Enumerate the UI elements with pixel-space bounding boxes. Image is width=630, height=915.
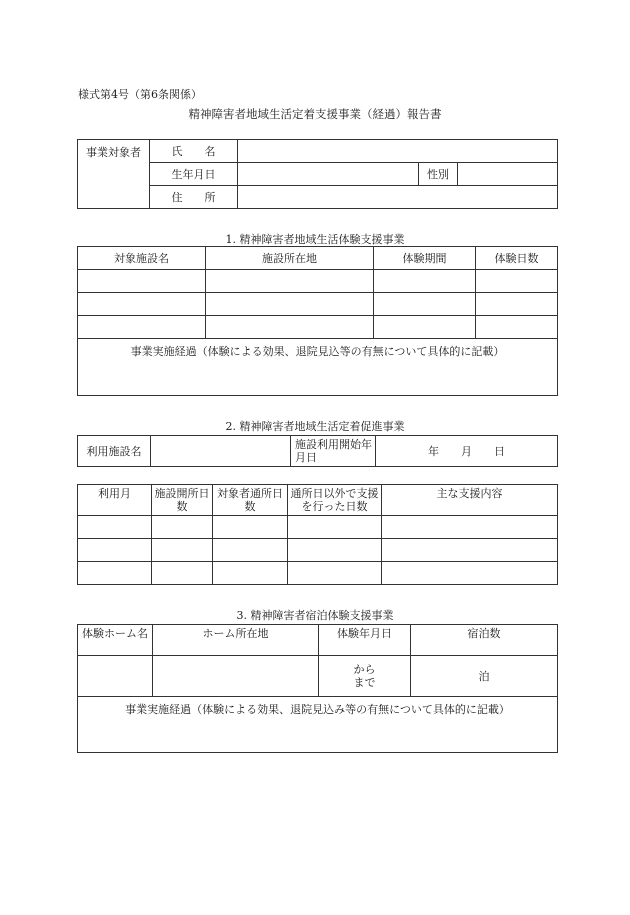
- cell[interactable]: [78, 516, 152, 539]
- page-title: 精神障害者地域生活定着支援事業（経過）報告書: [188, 107, 442, 121]
- table-row: [78, 516, 558, 539]
- section3-note[interactable]: 事業実施経過（体験による効果、退院見込み等の有無について具体的に記載）: [78, 697, 558, 753]
- table-row: [78, 539, 558, 562]
- col-support-content: 主な支援内容: [382, 485, 558, 516]
- section3-table: [77, 624, 558, 753]
- stay-date-field[interactable]: [319, 656, 411, 697]
- facility-label: 利用施設名: [78, 436, 151, 467]
- table-row: [78, 293, 558, 316]
- col-period: 体験期間: [374, 247, 476, 270]
- cell[interactable]: [382, 516, 558, 539]
- start-date-field[interactable]: 年 月 日: [376, 436, 558, 467]
- col-home-name: 体験ホーム名: [78, 625, 153, 656]
- cell[interactable]: [78, 316, 206, 339]
- cell[interactable]: [213, 539, 288, 562]
- cell[interactable]: [206, 316, 374, 339]
- cell[interactable]: [288, 516, 382, 539]
- cell[interactable]: [152, 516, 213, 539]
- table-row: [78, 270, 558, 293]
- section1-note[interactable]: 事業実施経過（体験による効果、退院見込等の有無について具体的に記載）: [78, 339, 558, 396]
- name-label: 氏 名: [150, 140, 238, 163]
- section3-heading: 3. 精神障害者宿泊体験支援事業: [236, 609, 394, 622]
- table-row: [78, 562, 558, 585]
- section2-heading: 2. 精神障害者地域生活定着促進事業: [225, 420, 405, 433]
- cell[interactable]: [213, 562, 288, 585]
- cell[interactable]: [152, 562, 213, 585]
- birth-field[interactable]: [238, 163, 419, 186]
- cell[interactable]: [382, 539, 558, 562]
- cell[interactable]: [288, 562, 382, 585]
- gender-label: 性別: [419, 163, 458, 186]
- name-field[interactable]: [238, 140, 558, 163]
- col-month: 利用月: [78, 485, 152, 516]
- table-row: [78, 316, 558, 339]
- col-days: 体験日数: [476, 247, 558, 270]
- home-address-field[interactable]: [153, 656, 319, 697]
- cell[interactable]: [476, 316, 558, 339]
- section2-table: [77, 484, 558, 585]
- cell[interactable]: [78, 562, 152, 585]
- cell[interactable]: [476, 270, 558, 293]
- gender-field[interactable]: [458, 163, 558, 186]
- cell[interactable]: [78, 293, 206, 316]
- cell[interactable]: [288, 539, 382, 562]
- col-open-days: 施設開所日数: [152, 485, 213, 516]
- subject-table: [77, 139, 558, 209]
- subject-header: 事業対象者: [78, 140, 150, 209]
- section1-table: [77, 246, 558, 396]
- col-home-address: ホーム所在地: [153, 625, 319, 656]
- to-label: まで: [353, 676, 376, 689]
- birth-label: 生年月日: [150, 163, 238, 186]
- cell[interactable]: [206, 270, 374, 293]
- col-facility-name: 対象施設名: [78, 247, 206, 270]
- col-attend-days: 対象者通所日数: [213, 485, 288, 516]
- section2-facility-table: [77, 435, 558, 467]
- cell[interactable]: [213, 516, 288, 539]
- address-field[interactable]: [238, 186, 558, 209]
- col-stay-date: 体験年月日: [319, 625, 411, 656]
- cell[interactable]: [374, 270, 476, 293]
- facility-field[interactable]: [151, 436, 291, 467]
- cell[interactable]: [78, 270, 206, 293]
- section1-heading: 1. 精神障害者地域生活体験支援事業: [225, 233, 405, 246]
- cell[interactable]: [78, 539, 152, 562]
- col-facility-address: 施設所在地: [206, 247, 374, 270]
- cell[interactable]: [206, 293, 374, 316]
- cell[interactable]: [382, 562, 558, 585]
- cell[interactable]: [476, 293, 558, 316]
- col-nights: 宿泊数: [411, 625, 558, 656]
- nights-field[interactable]: 泊: [411, 656, 558, 697]
- cell[interactable]: [374, 316, 476, 339]
- cell[interactable]: [152, 539, 213, 562]
- col-support-days: 通所日以外で支援を行った日数: [288, 485, 382, 516]
- form-number: 様式第4号（第6条関係）: [78, 88, 202, 101]
- cell[interactable]: [374, 293, 476, 316]
- from-label: から: [353, 663, 376, 676]
- start-date-label: 施設利用開始年月日: [291, 436, 376, 467]
- home-name-field[interactable]: [78, 656, 153, 697]
- address-label: 住 所: [150, 186, 238, 209]
